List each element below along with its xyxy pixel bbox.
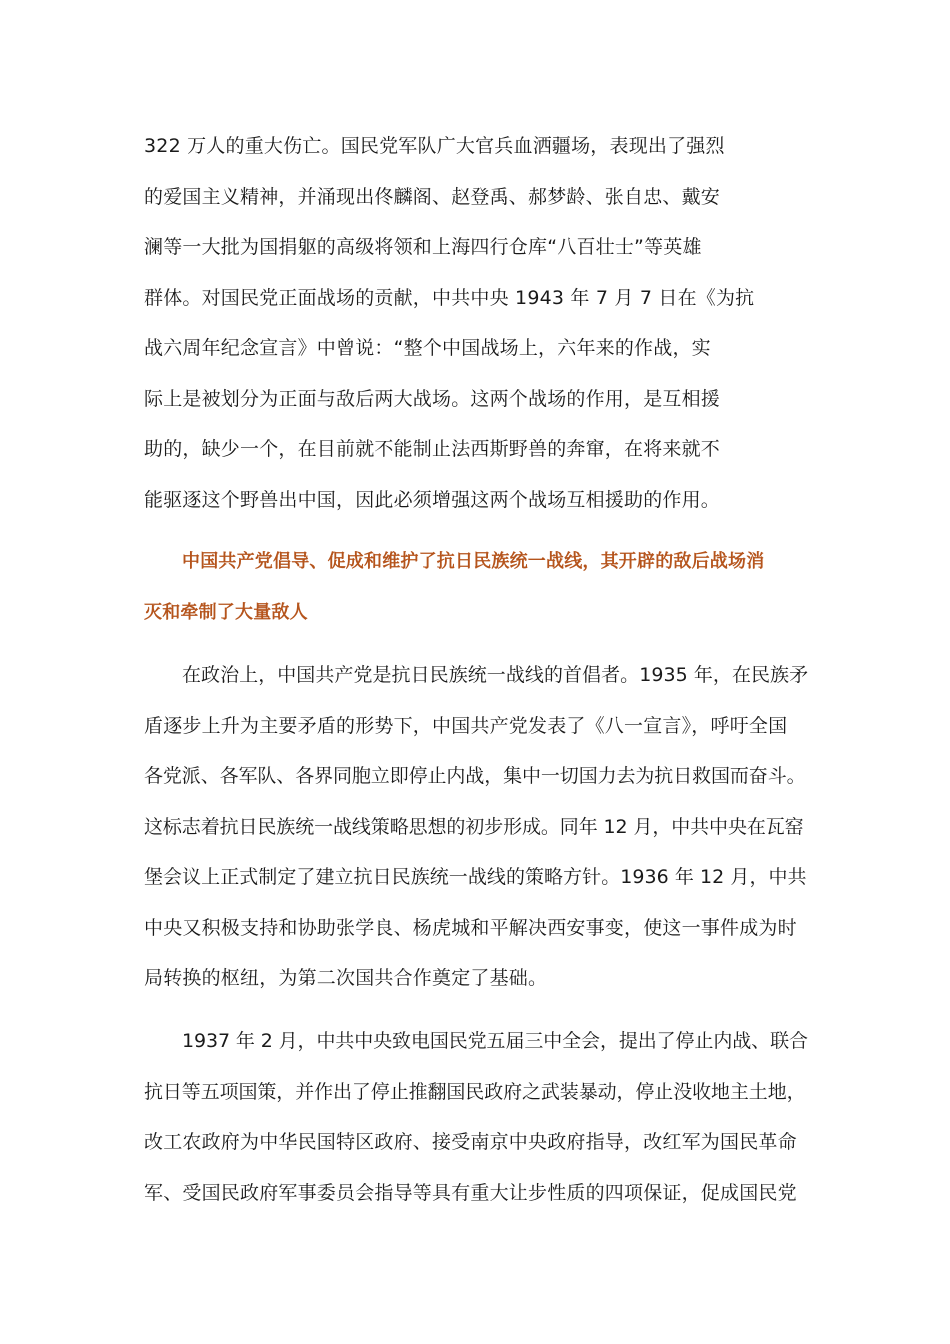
text-line: 322 万人的重大伤亡。国民党军队广大官兵血洒疆场，表现出了强烈 bbox=[144, 135, 725, 157]
text-line: 抗日等五项国策，并作出了停止推翻国民政府之武装暴动，停止没收地主土地， bbox=[144, 1080, 806, 1103]
paragraph-casualties bbox=[144, 121, 808, 525]
text-line: 局转换的枢纽，为第二次国共合作奠定了基础。 bbox=[144, 967, 548, 989]
heading-line: 中国共产党倡导、促成和维护了抗日民族统一战线，其开辟的敌后战场消 bbox=[182, 551, 765, 572]
text-line: 群体。对国民党正面战场的贡献，中共中央 1943 年 7 月 7 日在《为抗 bbox=[144, 286, 755, 309]
text-line: 助的，缺少一个，在目前就不能制止法西斯野兽的奔窜，在将来就不 bbox=[144, 438, 721, 460]
text-line: 际上是被划分为正面与敌后两大战场。这两个战场的作用，是互相援 bbox=[144, 387, 721, 410]
text-line: 能驱逐这个野兽出中国，因此必须增强这两个战场互相援助的作用。 bbox=[144, 488, 721, 511]
text-line: 战六周年纪念宣言》中曾说：“整个中国战场上，六年来的作战，实 bbox=[144, 337, 711, 359]
text-line: 澜等一大批为国捐躯的高级将领和上海四行仓库“八百壮士”等英雄 bbox=[144, 236, 702, 258]
section-heading bbox=[144, 537, 808, 638]
text-line: 1937 年 2 月，中共中央致电国民党五届三中全会，提出了停止内战、联合 bbox=[182, 1030, 808, 1052]
text-line: 的爱国主义精神，并涌现出佟麟阁、赵登禹、郝梦龄、张自忠、戴安 bbox=[144, 185, 721, 208]
text-line: 这标志着抗日民族统一战线策略思想的初步形成。同年 12 月，中共中央在瓦窑 bbox=[144, 815, 804, 838]
heading-line: 灭和牵制了大量敌人 bbox=[144, 601, 308, 623]
text-line: 各党派、各军队、各界同胞立即停止内战，集中一切国力去为抗日救国而奋斗。 bbox=[144, 765, 806, 787]
text-line: 堡会议上正式制定了建立抗日民族统一战线的策略方针。1936 年 12 月，中共 bbox=[144, 866, 807, 888]
text-line: 改工农政府为中华民国特区政府、接受南京中央政府指导，改红军为国民革命 bbox=[144, 1131, 797, 1153]
text-line: 在政治上，中国共产党是抗日民族统一战线的首倡者。1935 年，在民族矛 bbox=[182, 664, 809, 686]
paragraph-united-front bbox=[144, 650, 808, 1004]
paragraph-1937-telegram bbox=[144, 1016, 808, 1218]
text-line: 中央又积极支持和协助张学良、杨虎城和平解决西安事变，使这一事件成为时 bbox=[144, 916, 797, 939]
text-line: 军、受国民政府军事委员会指导等具有重大让步性质的四项保证，促成国民党 bbox=[144, 1181, 797, 1204]
text-line: 盾逐步上升为主要矛盾的形势下，中国共产党发表了《八一宣言》，呼吁全国 bbox=[144, 714, 788, 737]
